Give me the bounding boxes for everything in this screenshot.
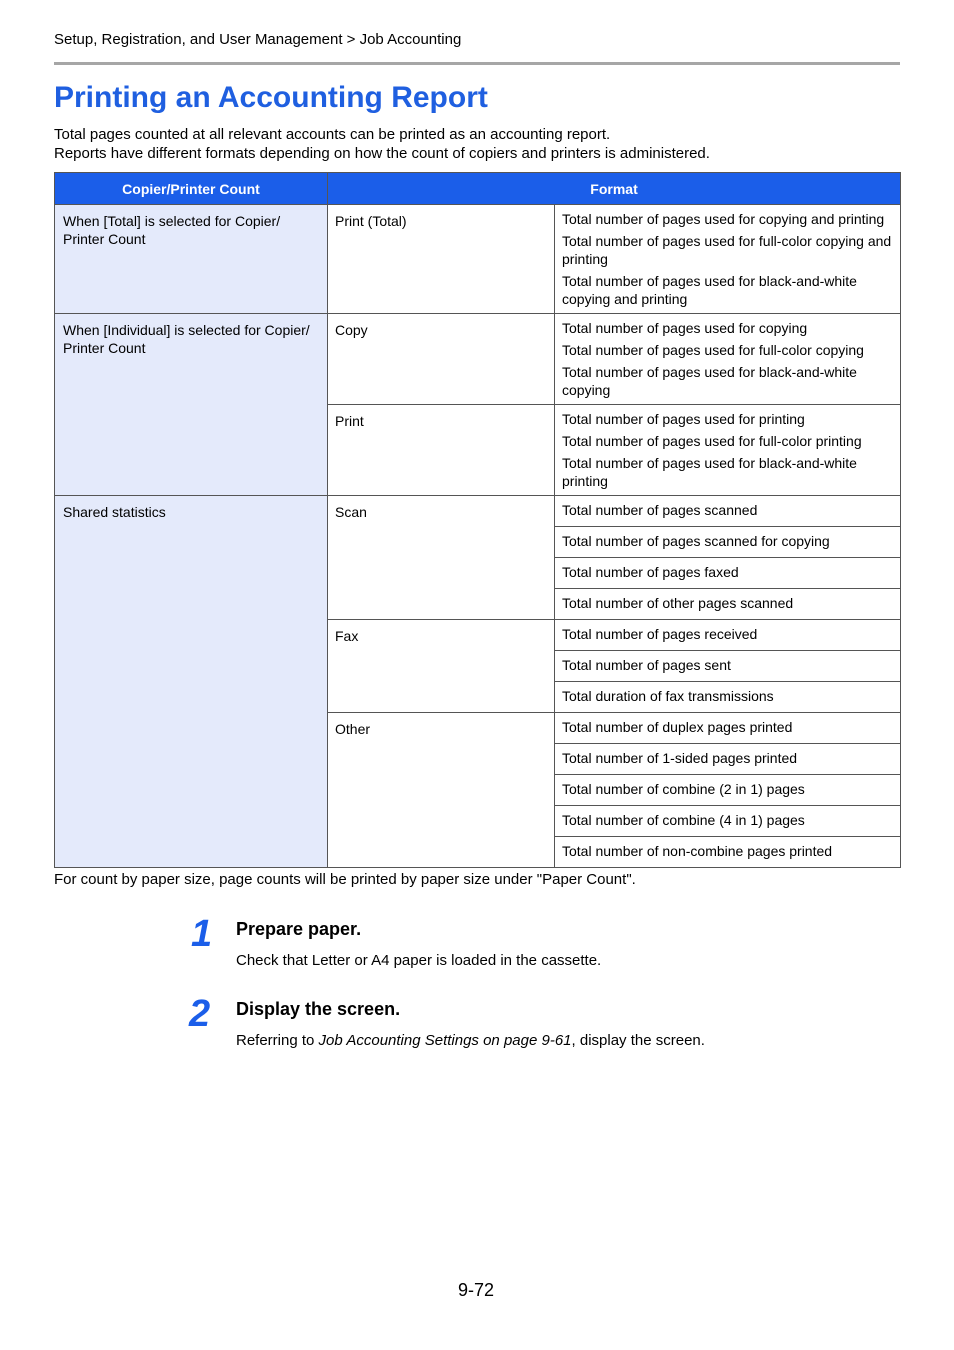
paper-count-note: For count by paper size, page counts will be printed by paper size under "Paper Count". [54,871,636,888]
count-cell: Shared statistics [55,496,328,868]
format-cell [555,558,901,589]
format-cell [555,744,901,775]
format-cell [555,496,901,527]
step-heading: Display the screen. [236,999,401,1019]
table-header-row [55,173,901,205]
intro-text: Reports have different formats depending on how the count of copiers and printers is administered. [54,145,710,162]
format-line: Total number of pages used for full-color copying and printing [562,233,892,267]
format-line: Total number of 1-sided pages printed [562,750,798,766]
breadcrumb: Setup, Registration, and User Management > Job Accounting [54,31,462,48]
format-cell [555,775,901,806]
table-row [55,496,901,527]
format-line: Total number of other pages scanned [562,595,794,611]
table-row [55,314,901,405]
table-row [55,205,901,314]
format-cell [555,806,901,837]
format-cell [555,405,901,496]
format-line: Total number of pages sent [562,657,731,673]
format-line: Total number of pages used for full-color printing [562,433,862,449]
step-body: Check that Letter or A4 paper is loaded in the cassette. [236,952,602,969]
format-cell [555,713,901,744]
intro-text: Total pages counted at all relevant accounts can be printed as an accounting report. [54,126,611,143]
format-line: Total number of duplex pages printed [562,719,793,735]
count-cell: When [Individual] is selected for Copier/ Printer Count [55,314,328,496]
item-cell: Print (Total) [328,205,555,314]
format-line: Total number of pages received [562,626,758,642]
format-cell [555,682,901,713]
format-cell [555,837,901,868]
item-cell: Copy [328,314,555,405]
format-cell [555,314,901,405]
header-rule [54,62,900,65]
step-number: 1 [191,913,213,955]
item-cell: Print [328,405,555,496]
cross-reference-link[interactable]: Job Accounting Settings on page 9-61 [318,1032,572,1049]
format-line: Total duration of fax transmissions [562,688,774,704]
format-cell [555,651,901,682]
format-cell [555,620,901,651]
column-header-format: Format [328,173,901,205]
accounting-report-table [54,172,901,868]
format-line: Total number of pages used for black-and-white printing [562,455,857,489]
column-header-count: Copier/Printer Count [55,173,328,205]
step-body-text: Referring to [236,1032,319,1049]
format-line: Total number of pages used for copying [562,320,808,336]
format-line: Total number of pages used for full-color copying [562,342,864,358]
format-line: Total number of pages scanned for copying [562,533,830,549]
item-cell: Fax [328,620,555,713]
page-title: Printing an Accounting Report [54,81,488,114]
format-cell [555,527,901,558]
format-cell [555,589,901,620]
item-cell: Scan [328,496,555,620]
step-body-text: , display the screen. [571,1032,705,1049]
format-line: Total number of pages used for black-and-white copying [562,364,857,398]
step-body [236,1032,705,1049]
format-line: Total number of pages used for black-and-white copying and printing [562,273,857,307]
format-line: Total number of non-combine pages printed [562,843,833,859]
page-number: 9-72 [458,1280,495,1300]
format-line: Total number of pages scanned [562,502,758,518]
step-heading: Prepare paper. [236,919,362,939]
format-line: Total number of pages used for copying and printing [562,211,885,227]
step-number: 2 [189,993,211,1035]
format-line: Total number of pages used for printing [562,411,805,427]
count-cell: When [Total] is selected for Copier/ Printer Count [55,205,328,314]
format-line: Total number of combine (4 in 1) pages [562,812,805,828]
format-cell [555,205,901,314]
item-cell: Other [328,713,555,868]
format-line: Total number of pages faxed [562,564,739,580]
format-line: Total number of combine (2 in 1) pages [562,781,805,797]
